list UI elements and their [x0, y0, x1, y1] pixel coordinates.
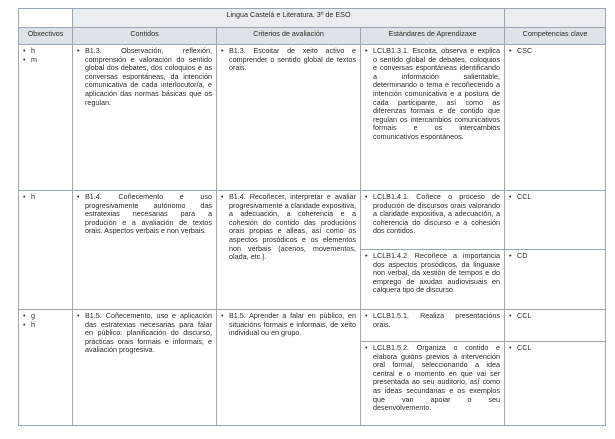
- competence-cell: [505, 310, 606, 342]
- criterion-cell: [217, 191, 361, 310]
- criterion-text: B1.4. Recoñecer, interpretar e avaliar progresivamente a claridade expositiva, a adecuación, a coherencia e a cohesión do contido das producións orais propias e alleas, así como os aspectos prosódicos e os elementos non verbais (acenos, movementos, olada, etc.).: [229, 192, 356, 262]
- objective-item: h: [31, 46, 35, 55]
- competence-cell: [505, 191, 606, 250]
- bullet-icon: •: [509, 251, 512, 260]
- bullet-icon: •: [365, 251, 368, 260]
- standard-cell: [361, 191, 505, 250]
- competence-cell: [505, 45, 606, 191]
- bullet-icon: •: [221, 311, 224, 320]
- content-text: B1.5. Coñecemento, uso e aplicación das estratexias necesarias para falar en público: planificación do discurso, prácticas orais formais e informais, e avaliación progresiva.: [85, 311, 212, 355]
- competence-text: CCL: [517, 311, 532, 320]
- bullet-icon: •: [77, 46, 80, 55]
- bullet-icon: •: [509, 311, 512, 320]
- bullet-icon: •: [509, 343, 512, 352]
- competence-text: CD: [517, 251, 528, 260]
- standard-cell: [361, 250, 505, 310]
- table-title: Lingua Castelá e Literatura. 3º de ESO: [73, 9, 505, 28]
- criterion-text: B1.3. Escoitar de xeito activo e comprender o sentido global de textos orais.: [229, 46, 356, 73]
- competence-text: CCL: [517, 343, 532, 352]
- competence-cell: [505, 250, 606, 310]
- content-text: B1.3. Observación, reflexión, comprensión e valoración do sentido global dos debates, dos coloquios e as conversas espontáneas, da intención comunicativa de cada interlocutor/a, e aplicación das normas básicas que os regulan.: [85, 46, 212, 107]
- criterion-text: B1.5. Aprender a falar en público, en situacións formais e informais, de xeito individual ou en grupo.: [229, 311, 356, 338]
- bullet-icon: •: [509, 46, 512, 55]
- bullet-icon: •: [23, 192, 26, 201]
- standard-text: LCLB1.3.1. Escoita, observa e explica o sentido global de debates, coloquios e conversas espontáneas identificando a información salientable, determinando o tema e recoñecendo a intención comunicativa e a postura de cada participante, así como as diferenzas formais e de contido que regulan os intercambios comunicativos formais e os intercambios comunicativos espontáneos.: [373, 46, 501, 141]
- curriculum-table: [18, 8, 606, 426]
- content-text: B1.4. Coñecemento e uso progresivamente autónomo das estratexias necesarias para a produción e a avaliación de textos orais. Aspectos verbais e non verbais.: [85, 192, 212, 236]
- competence-text: CSC: [517, 46, 533, 55]
- standard-text: LCLB1.5.1. Realiza presentacións orais.: [373, 311, 501, 329]
- competence-cell: [505, 342, 606, 426]
- content-cell: [73, 310, 217, 426]
- standard-text: LCLB1.4.2. Recoñece a importancia dos aspectos prosódicos, da linguaxe non verbal, da xestión de tempos e do emprego de axudas audiovisuais en calquera tipo de discurso.: [373, 251, 501, 295]
- criterion-cell: [217, 45, 361, 191]
- bullet-icon: •: [365, 311, 368, 320]
- objectives-cell: [19, 45, 73, 191]
- title-corner-cell: [19, 9, 73, 28]
- standard-cell: [361, 342, 505, 426]
- bullet-icon: •: [365, 343, 368, 352]
- content-cell: [73, 191, 217, 310]
- bullet-icon: •: [365, 46, 368, 55]
- objective-item: h: [31, 320, 35, 329]
- competence-text: CCL: [517, 192, 532, 201]
- bullet-icon: •: [23, 46, 26, 55]
- header-competences: Competencias clave: [505, 28, 606, 45]
- standard-text: LCLB1.5.2. Organiza o contido e elabora guións previos á intervención oral formal, seleccionando a idea central e o momento en que vai ser presentada ao seu auditorio, así como as ideas secundarias e os exemplos que van apoiar o seu desenvolvemento.: [373, 343, 501, 413]
- objective-item: g: [31, 311, 35, 320]
- objective-item: m: [31, 55, 37, 64]
- bullet-icon: •: [23, 320, 26, 329]
- bullet-icon: •: [221, 192, 224, 201]
- bullet-icon: •: [365, 192, 368, 201]
- content-cell: [73, 45, 217, 191]
- bullet-icon: •: [77, 311, 80, 320]
- table-row: [19, 45, 606, 191]
- standard-cell: [361, 45, 505, 191]
- standard-text: LCLB1.4.1. Coñece o proceso de produción de discursos orais valorando a claridade expositiva, a adecuación, a coherencia do discurso e a cohesión dos contidos.: [373, 192, 501, 236]
- objectives-cell: [19, 191, 73, 310]
- header-contents: Contidos: [73, 28, 217, 45]
- table-title-row: [19, 9, 606, 28]
- objective-item: h: [31, 192, 35, 201]
- column-header-row: [19, 28, 606, 45]
- bullet-icon: •: [509, 192, 512, 201]
- objectives-cell: [19, 310, 73, 426]
- table-row: [19, 310, 606, 342]
- bullet-icon: •: [23, 55, 26, 64]
- bullet-icon: •: [221, 46, 224, 55]
- table-row: [19, 191, 606, 250]
- bullet-icon: •: [77, 192, 80, 201]
- header-criteria: Criterios de avaliación: [217, 28, 361, 45]
- title-spacer-cell: [505, 9, 606, 28]
- header-standards: Estándares de Aprendizaxe: [361, 28, 505, 45]
- criterion-cell: [217, 310, 361, 426]
- standard-cell: [361, 310, 505, 342]
- header-objectives: Obxectivos: [19, 28, 73, 45]
- bullet-icon: •: [23, 311, 26, 320]
